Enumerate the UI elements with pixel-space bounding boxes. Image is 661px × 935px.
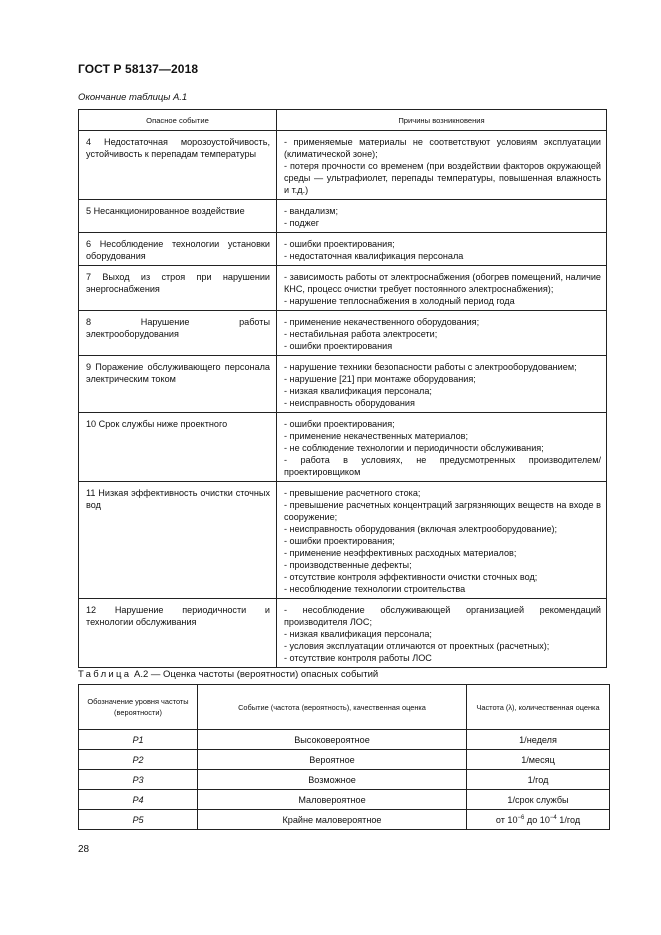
cause-item: - превышение расчетного стока; xyxy=(284,488,421,498)
cause-item: - ошибки проектирования; xyxy=(284,419,395,429)
table-header-row xyxy=(79,110,607,131)
cause-item: - потеря прочности со временем (при воздействии факторов окружающей среды — ультрафиолет, перепады температуры, повышенная влажность и т.д.) xyxy=(284,161,601,195)
qualitative-frequency-cell: Высоковероятное xyxy=(198,730,467,750)
column-header-event: Опасное событие xyxy=(79,110,277,131)
cause-item: - ошибки проектирования xyxy=(284,341,393,351)
frequency-level-cell: P1 xyxy=(79,730,198,750)
cause-item: - применение некачественного оборудования; xyxy=(284,317,480,327)
table-caption-text: А.2 — Оценка частоты (вероятности) опасных событий xyxy=(131,669,379,680)
hazard-event-cell: 10 Срок службы ниже проектного xyxy=(79,413,277,482)
table-row xyxy=(79,233,607,266)
table-header-row xyxy=(79,685,610,730)
quantitative-frequency-cell: 1/срок службы xyxy=(467,790,610,810)
causes-cell xyxy=(277,131,607,200)
hazard-event-cell: 12 Нарушение периодичности и технологии обслуживания xyxy=(79,599,277,668)
cause-item: - вандализм; xyxy=(284,206,339,216)
causes-cell xyxy=(277,356,607,413)
table-row xyxy=(79,790,610,810)
cause-item: - неисправность оборудования (включая электрооборудование); xyxy=(284,524,558,534)
table-row xyxy=(79,356,607,413)
table-row xyxy=(79,131,607,200)
cause-item: - ошибки проектирования; xyxy=(284,536,395,546)
page-number: 28 xyxy=(78,844,90,855)
qualitative-frequency-cell: Возможное xyxy=(198,770,467,790)
frequency-text: от 10 xyxy=(495,814,518,825)
quantitative-frequency-cell xyxy=(467,810,610,830)
hazard-event-cell: 9 Поражение обслуживающего персонала электрическим током xyxy=(79,356,277,413)
cause-item: - применение неэффективных расходных материалов; xyxy=(284,548,517,558)
qualitative-frequency-cell: Вероятное xyxy=(198,750,467,770)
frequency-table xyxy=(78,684,610,830)
hazard-event-cell: 7 Выход из строя при нарушении энергоснабжения xyxy=(79,266,277,311)
cause-item: - отсутствие контроля работы ЛОС xyxy=(284,653,432,663)
table-caption xyxy=(78,669,378,680)
cause-item: - несоблюдение технологии строительства xyxy=(284,584,466,594)
causes-cell xyxy=(277,266,607,311)
qualitative-frequency-cell: Крайне маловероятное xyxy=(198,810,467,830)
frequency-level-cell: P2 xyxy=(79,750,198,770)
causes-cell xyxy=(277,413,607,482)
cause-item: - работа в условиях, не предусмотренных производителем/проектировщиком xyxy=(284,455,601,477)
cause-item: - неисправность оборудования xyxy=(284,398,415,408)
table-continuation-label: Окончание таблицы А.1 xyxy=(78,92,188,103)
cause-item: - зависимость работы от электроснабжения (обогрев помещений, наличие КНС, процесс очистки требует постоянного электроснабжения); xyxy=(284,272,601,294)
table-caption-prefix: Таблица xyxy=(78,669,132,680)
quantitative-frequency-cell: 1/неделя xyxy=(467,730,610,750)
table-row xyxy=(79,810,610,830)
hazard-causes-table xyxy=(78,109,607,668)
hazard-event-cell: 6 Несоблюдение технологии установки оборудования xyxy=(79,233,277,266)
column-header-level: Обозначение уровня частоты (вероятности) xyxy=(79,685,198,730)
quantitative-frequency-cell: 1/месяц xyxy=(467,750,610,770)
table-row xyxy=(79,770,610,790)
column-header-event-frequency: Событие (частота (вероятность), качественная оценка xyxy=(198,685,467,730)
frequency-text: до 10 xyxy=(524,814,550,825)
column-header-causes: Причины возникновения xyxy=(277,110,607,131)
hazard-event-cell: 5 Несанкционированное воздействие xyxy=(79,200,277,233)
causes-cell xyxy=(277,233,607,266)
frequency-level-cell: P4 xyxy=(79,790,198,810)
quantitative-frequency-cell: 1/год xyxy=(467,770,610,790)
cause-item: - ошибки проектирования; xyxy=(284,239,395,249)
frequency-level-cell: P3 xyxy=(79,770,198,790)
table-row xyxy=(79,266,607,311)
cause-item: - превышение расчетных концентраций загрязняющих веществ на входе в сооружение; xyxy=(284,500,601,522)
table-row xyxy=(79,482,607,599)
cause-item: - нарушение [21] при монтаже оборудования; xyxy=(284,374,476,384)
frequency-text: 1/год xyxy=(556,814,581,825)
exponent: −4 xyxy=(549,814,557,821)
column-header-quantitative-frequency: Частота (λ), количественная оценка xyxy=(467,685,610,730)
document-header: ГОСТ Р 58137—2018 xyxy=(78,62,199,76)
cause-item: - применяемые материалы не соответствуют условиям эксплуатации (климатической зоне); xyxy=(284,137,601,159)
table-row xyxy=(79,599,607,668)
causes-cell xyxy=(277,482,607,599)
cause-item: - не соблюдение технологии и периодичности обслуживания; xyxy=(284,443,544,453)
table-row xyxy=(79,750,610,770)
cause-item: - несоблюдение обслуживающей организацией рекомендаций производителя ЛОС; xyxy=(284,605,601,627)
cause-item: - условия эксплуатации отличаются от проектных (расчетных); xyxy=(284,641,550,651)
cause-item: - применение некачественных материалов; xyxy=(284,431,469,441)
hazard-event-cell: 11 Низкая эффективность очистки сточных вод xyxy=(79,482,277,599)
table-row xyxy=(79,730,610,750)
hazard-event-cell: 8 Нарушение работы электрооборудования xyxy=(79,311,277,356)
cause-item: - низкая квалификация персонала; xyxy=(284,386,432,396)
causes-cell xyxy=(277,311,607,356)
cause-item: - нестабильная работа электросети; xyxy=(284,329,438,339)
causes-cell xyxy=(277,200,607,233)
cause-item: - недостаточная квалификация персонала xyxy=(284,251,464,261)
cause-item: - нарушение техники безопасности работы с электрооборудованием; xyxy=(284,362,577,372)
table-row xyxy=(79,200,607,233)
frequency-level-cell: P5 xyxy=(79,810,198,830)
table-row xyxy=(79,311,607,356)
causes-cell xyxy=(277,599,607,668)
hazard-event-cell: 4 Недостаточная морозоустойчивость, устойчивость к перепадам температуры xyxy=(79,131,277,200)
qualitative-frequency-cell: Маловероятное xyxy=(198,790,467,810)
exponent: −6 xyxy=(517,814,525,821)
cause-item: - производственные дефекты; xyxy=(284,560,412,570)
cause-item: - поджег xyxy=(284,218,320,228)
cause-item: - нарушение теплоснабжения в холодный период года xyxy=(284,296,515,306)
table-row xyxy=(79,413,607,482)
cause-item: - отсутствие контроля эффективности очистки сточных вод; xyxy=(284,572,538,582)
cause-item: - низкая квалификация персонала; xyxy=(284,629,432,639)
